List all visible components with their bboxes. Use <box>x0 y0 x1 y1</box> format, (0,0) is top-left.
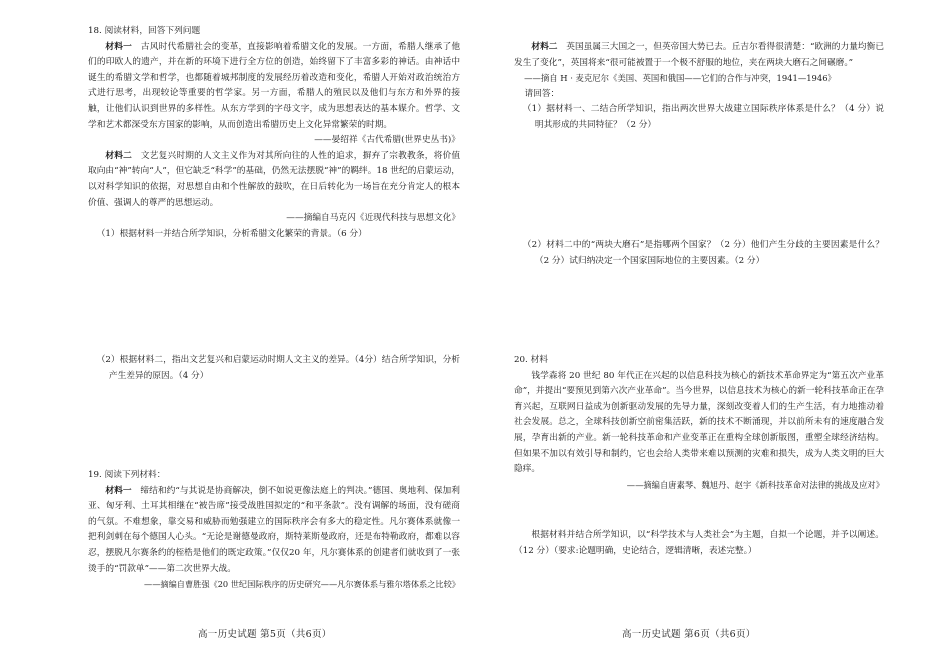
q19-subquestion-2-block <box>514 238 884 269</box>
question-18 <box>88 24 460 242</box>
q19-ask: 请回答： <box>524 88 560 99</box>
q18-material-1-source: ——晏绍祥《古代希腊(世界史丛书)》 <box>314 135 460 146</box>
q19-material-2 <box>514 40 884 71</box>
q19-material-1-source: ——摘编自曹胜强《20 世纪国际秩序的历史研究——凡尔赛体系与雅尔塔体系之比较》 <box>144 579 460 590</box>
material-text: 英国虽属三大国之一，但英帝国大势已去。丘吉尔看得很清楚：“欧洲的力量均衡已发生了变化”，英国将来“很可能被置于一个极不舒服的地位，夹在两块大磨石之间碾磨。” <box>514 42 885 68</box>
material-label: 材料二 <box>531 42 558 52</box>
question-20 <box>514 353 884 493</box>
question-20-title: 20. 材料 <box>514 355 548 365</box>
q19-subquestion-2: （2）材料二中的“两块大磨石”是指哪两个国家？（2 分）他们产生分歧的主要因素是什么？（2 分）试归纳决定一个国家国际地位的主要因素。（2 分） <box>522 240 884 266</box>
q19-material-2-source: ——摘自 H · 麦克尼尔《美国、英国和俄国——它们的合作与冲突，1941—1946》 <box>524 73 836 84</box>
q20-material-source: ——摘编自唐素琴、魏旭丹、赵宇《新科技革命对法律的挑战及应对》 <box>626 479 884 490</box>
page-number-footer: 高一历史试题 第6页（共6页） <box>622 629 756 640</box>
q18-material-2-source: ——摘编自马克闪《近现代科技与思想文化》 <box>286 213 460 224</box>
q18-subquestion-1: （1）根据材料一并结合所学知识，分析希腊文化繁荣的背景。（6 分） <box>96 228 367 239</box>
material-label: 材料一 <box>105 41 132 52</box>
question-19 <box>88 468 460 593</box>
q19-material-1 <box>88 484 460 578</box>
q20-task-block <box>514 528 884 559</box>
q20-task: 根据材料并结合所学知识，以“科学技术与人类社会”为主题，自拟一个论题，并予以阐述。（12 分）（要求:论题明确，史论结合，逻辑清晰，表述完整。） <box>514 530 884 556</box>
material-label: 材料一 <box>105 485 132 496</box>
q18-material-2 <box>88 149 460 211</box>
material-text: 缔结和约“与其说是协商解决，倒不如说更像法庭上的判决。”德国、奥地利、保加利亚、匈牙利、土耳其相继在“被告席”接受战胜国拟定的“和平条款”。没有调解的场面，没有磋商的气氛。不难想象，靠交易和威胁而勉强建立的国际秩序会有多大的稳定性。凡尔赛体系就像一把利剑刺在每个德国人心头。“无论是谢德曼政府，斯特莱斯曼政府，还是布特勒政府，都难以容忍，摆脱凡尔赛条约的桎梏是他们的既定政策。”仅仅20 年，凡尔赛体系的创建者们就收到了一张烫手的“罚款单”——第二次世界大战。 <box>88 485 460 574</box>
material-text: 古风时代希腊社会的变革，直接影响着希腊文化的发展。一方面，希腊人继承了他们的印欧人的遗产，并在新的环境下进行全方位的创造，始终留下了丰富多彩的神话。由神话中诞生的希腊文学和哲学，也都随着城邦制度的发展经历着改造和变化，希腊人开始对政治统治方式进行思考，出现较论等重要的哲学家。另一方面，希腊人的殖民以及他们与东方和外界的接触，让他们认识到世界的多样性。从东方学到的字母文字，成为思想表达的基本媒介。哲学、文学和艺术都深受东方国家的影响，从而创造出希腊历史上文化异常繁荣的时期。 <box>88 41 461 130</box>
page-number-footer: 高一历史试题 第5页（共6页） <box>198 629 332 640</box>
q20-material: 钱学森将 20 世纪 80 年代正在兴起的以信息科技为核心的新技术革命界定为“第五次产业革命”，并提出“要预见到第六次产业革命”。当今世界，以信息技术为核心的新一轮科技革命正在孕育兴起，互联网日益成为创新驱动发展的先导力量，深刻改变着人们的生产生活，有力地推动着社会发展。总之，全球科技创新空前密集活跃，新的技术不断涌现，并以前所未有的速度融合发展，孕育出新的产业。新一轮科技革命和产业变革正在重构全球创新版图，重塑全球经济结构。但如果不加以有效引导和制约，它也会给人类带来难以预测的灾难和损失，成为人类文明的巨大隐痒。 <box>514 370 884 475</box>
q18-subquestion-2: （2）根据材料二，指出文艺复兴和启蒙运动时期人文主义的差异。（4分）结合所学知识，分析产生差异的原因。（4 分） <box>96 355 460 381</box>
material-label: 材料二 <box>105 150 132 161</box>
material-text: 文艺复兴时期的人文主义作为对其所向往的人性的追求，摒弃了宗教教条，将价值取向由“神”转向“人”，但它缺乏“科学”的基础，仍然无法摆脱“神”的羁绊。18 世纪的启蒙运动，以对科学知识的依据，对思想自由和个性解放的鼓吹，在日后转化为一场旨在充分肯定人的根本价值、强调人的尊严的思想运动。 <box>88 150 461 208</box>
question-18-title: 18. 阅读材料，回答下列问题 <box>88 26 201 36</box>
q19-subquestion-1: （1）据材料一、二结合所学知识，指出两次世界大战建立国际秩序体系是什么？（4 分）说明其形成的共同特征？（2 分） <box>522 104 884 130</box>
q19-continued <box>514 40 884 134</box>
question-19-title: 19. 阅读下列材料： <box>88 470 166 480</box>
q18-subquestion-2-block <box>88 353 460 384</box>
q18-material-1 <box>88 40 460 134</box>
